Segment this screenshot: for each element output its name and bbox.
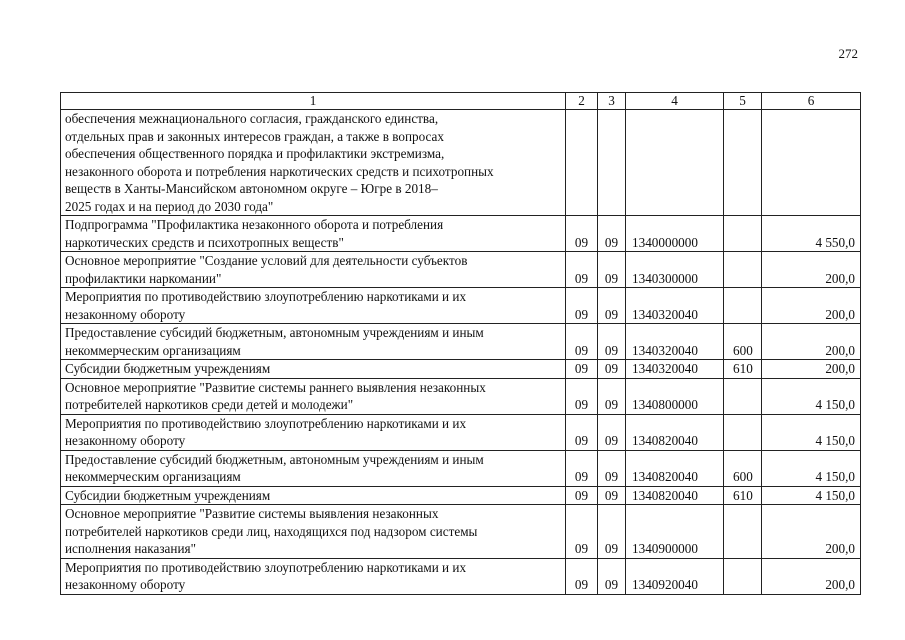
row-pr-cell: 09 [598, 360, 626, 379]
row-name-line: Основное мероприятие "Развитие системы раннего выявления незаконных [65, 379, 486, 395]
row-csr-cell: 1340320040 [626, 288, 724, 324]
row-csr-cell: 1340820040 [626, 414, 724, 450]
row-name-cell [61, 414, 566, 450]
row-csr-cell: 1340000000 [626, 216, 724, 252]
table-row [61, 110, 861, 216]
row-amount-cell: 4 550,0 [762, 216, 861, 252]
row-name-line: 2025 годах и на период до 2030 года" [65, 198, 274, 214]
row-name-line: Мероприятия по противодействию злоупотреблению наркотиками и их [65, 415, 467, 431]
row-vr-cell [724, 378, 762, 414]
row-vr-cell: 600 [724, 324, 762, 360]
row-amount-cell: 200,0 [762, 324, 861, 360]
row-name-line: потребителей наркотиков среди лиц, находящихся под надзором системы [65, 523, 478, 539]
table-row [61, 216, 861, 252]
row-name-line: Мероприятия по противодействию злоупотреблению наркотиками и их [65, 289, 467, 304]
row-pr-cell: 09 [598, 414, 626, 450]
row-pr-cell: 09 [598, 486, 626, 505]
row-vr-cell [724, 252, 762, 288]
row-name-line: наркотических средств и психотропных веществ" [65, 234, 344, 250]
row-name-line: незаконному обороту [65, 433, 186, 448]
table-row [61, 324, 861, 360]
row-amount-cell: 4 150,0 [762, 378, 861, 414]
row-name-cell [61, 505, 566, 559]
row-name-line: отдельных прав и законных интересов граждан, а также в вопросах [65, 128, 444, 144]
row-name-line: Основное мероприятие "Развитие системы выявления незаконных [65, 506, 439, 521]
row-pr-cell: 09 [598, 216, 626, 252]
row-name-line: обеспечения межнационального согласия, гражданского единства, [65, 111, 439, 126]
row-name-cell [61, 216, 566, 252]
row-amount-cell: 4 150,0 [762, 414, 861, 450]
row-csr-cell: 1340920040 [626, 558, 724, 594]
table-row [61, 414, 861, 450]
row-pr-cell: 09 [598, 505, 626, 559]
header-col-amount: 6 [762, 93, 861, 110]
row-pr-cell: 09 [598, 450, 626, 486]
row-name-line: Подпрограмма "Профилактика незаконного оборота и потребления [65, 217, 444, 232]
row-rz-cell: 09 [566, 558, 598, 594]
row-amount-cell: 200,0 [762, 558, 861, 594]
table-row [61, 505, 861, 559]
row-rz-cell: 09 [566, 414, 598, 450]
row-rz-cell: 09 [566, 252, 598, 288]
row-name-cell [61, 486, 566, 505]
row-rz-cell: 09 [566, 288, 598, 324]
row-amount-cell: 200,0 [762, 360, 861, 379]
row-vr-cell [724, 110, 762, 216]
row-name-line: незаконному обороту [65, 306, 186, 322]
row-name-line: некоммерческим организациям [65, 469, 241, 484]
row-name-cell [61, 558, 566, 594]
table-row [61, 360, 861, 379]
row-name-line: обеспечения общественного порядка и профилактики экстремизма, [65, 146, 445, 161]
row-name-line: Мероприятия по противодействию злоупотреблению наркотиками и их [65, 559, 467, 575]
row-name-line: профилактики наркомании" [65, 270, 222, 286]
row-pr-cell [598, 110, 626, 216]
row-pr-cell: 09 [598, 324, 626, 360]
row-rz-cell: 09 [566, 486, 598, 505]
row-name-line: незаконному обороту [65, 577, 186, 592]
row-name-line: Субсидии бюджетным учреждениям [65, 487, 271, 503]
row-name-line: Предоставление субсидий бюджетным, автономным учреждениям и иным [65, 451, 484, 467]
header-col-csr: 4 [626, 93, 724, 110]
row-csr-cell: 1340320040 [626, 360, 724, 379]
row-csr-cell: 1340800000 [626, 378, 724, 414]
row-rz-cell: 09 [566, 360, 598, 379]
table-row [61, 450, 861, 486]
row-vr-cell: 610 [724, 486, 762, 505]
row-vr-cell: 600 [724, 450, 762, 486]
row-pr-cell: 09 [598, 378, 626, 414]
row-csr-cell: 1340300000 [626, 252, 724, 288]
table-row [61, 288, 861, 324]
row-name-cell [61, 324, 566, 360]
row-rz-cell: 09 [566, 324, 598, 360]
row-csr-cell: 1340900000 [626, 505, 724, 559]
row-pr-cell: 09 [598, 558, 626, 594]
row-name-cell [61, 252, 566, 288]
row-rz-cell: 09 [566, 216, 598, 252]
row-name-line: потребителей наркотиков среди детей и молодежи" [65, 397, 354, 412]
row-name-cell [61, 378, 566, 414]
row-name-cell [61, 450, 566, 486]
row-csr-cell: 1340320040 [626, 324, 724, 360]
header-col-name: 1 [61, 93, 566, 110]
page-number: 272 [838, 46, 858, 61]
row-vr-cell [724, 216, 762, 252]
row-rz-cell: 09 [566, 505, 598, 559]
row-rz-cell [566, 110, 598, 216]
row-amount-cell: 200,0 [762, 288, 861, 324]
row-pr-cell: 09 [598, 288, 626, 324]
row-rz-cell: 09 [566, 450, 598, 486]
row-amount-cell: 4 150,0 [762, 486, 861, 505]
row-name-cell [61, 360, 566, 379]
row-name-cell [61, 288, 566, 324]
table-row [61, 558, 861, 594]
row-pr-cell: 09 [598, 252, 626, 288]
table-body [61, 110, 861, 595]
header-col-vr: 5 [724, 93, 762, 110]
row-csr-cell: 1340820040 [626, 486, 724, 505]
row-amount-cell [762, 110, 861, 216]
row-csr-cell [626, 110, 724, 216]
row-name-line: незаконного оборота и потребления наркотических средств и психотропных [65, 163, 494, 179]
table-row [61, 252, 861, 288]
row-csr-cell: 1340820040 [626, 450, 724, 486]
row-name-line: некоммерческим организациям [65, 342, 241, 358]
row-amount-cell: 4 150,0 [762, 450, 861, 486]
row-rz-cell: 09 [566, 378, 598, 414]
row-name-cell [61, 110, 566, 216]
row-name-line: Основное мероприятие "Создание условий для деятельности субъектов [65, 253, 468, 268]
row-name-line: веществ в Ханты-Мансийском автономном округе – Югре в 2018– [65, 181, 438, 196]
row-name-line: Предоставление субсидий бюджетным, автономным учреждениям и иным [65, 325, 484, 340]
row-name-line: исполнения наказания" [65, 541, 196, 556]
table-row [61, 378, 861, 414]
header-col-pr: 3 [598, 93, 626, 110]
row-vr-cell [724, 505, 762, 559]
row-amount-cell: 200,0 [762, 252, 861, 288]
row-vr-cell [724, 558, 762, 594]
row-amount-cell: 200,0 [762, 505, 861, 559]
row-vr-cell: 610 [724, 360, 762, 379]
header-col-rz: 2 [566, 93, 598, 110]
row-vr-cell [724, 414, 762, 450]
budget-table [60, 92, 861, 595]
row-vr-cell [724, 288, 762, 324]
table-row [61, 486, 861, 505]
row-name-line: Субсидии бюджетным учреждениям [65, 361, 271, 376]
table-header-row [61, 93, 861, 110]
